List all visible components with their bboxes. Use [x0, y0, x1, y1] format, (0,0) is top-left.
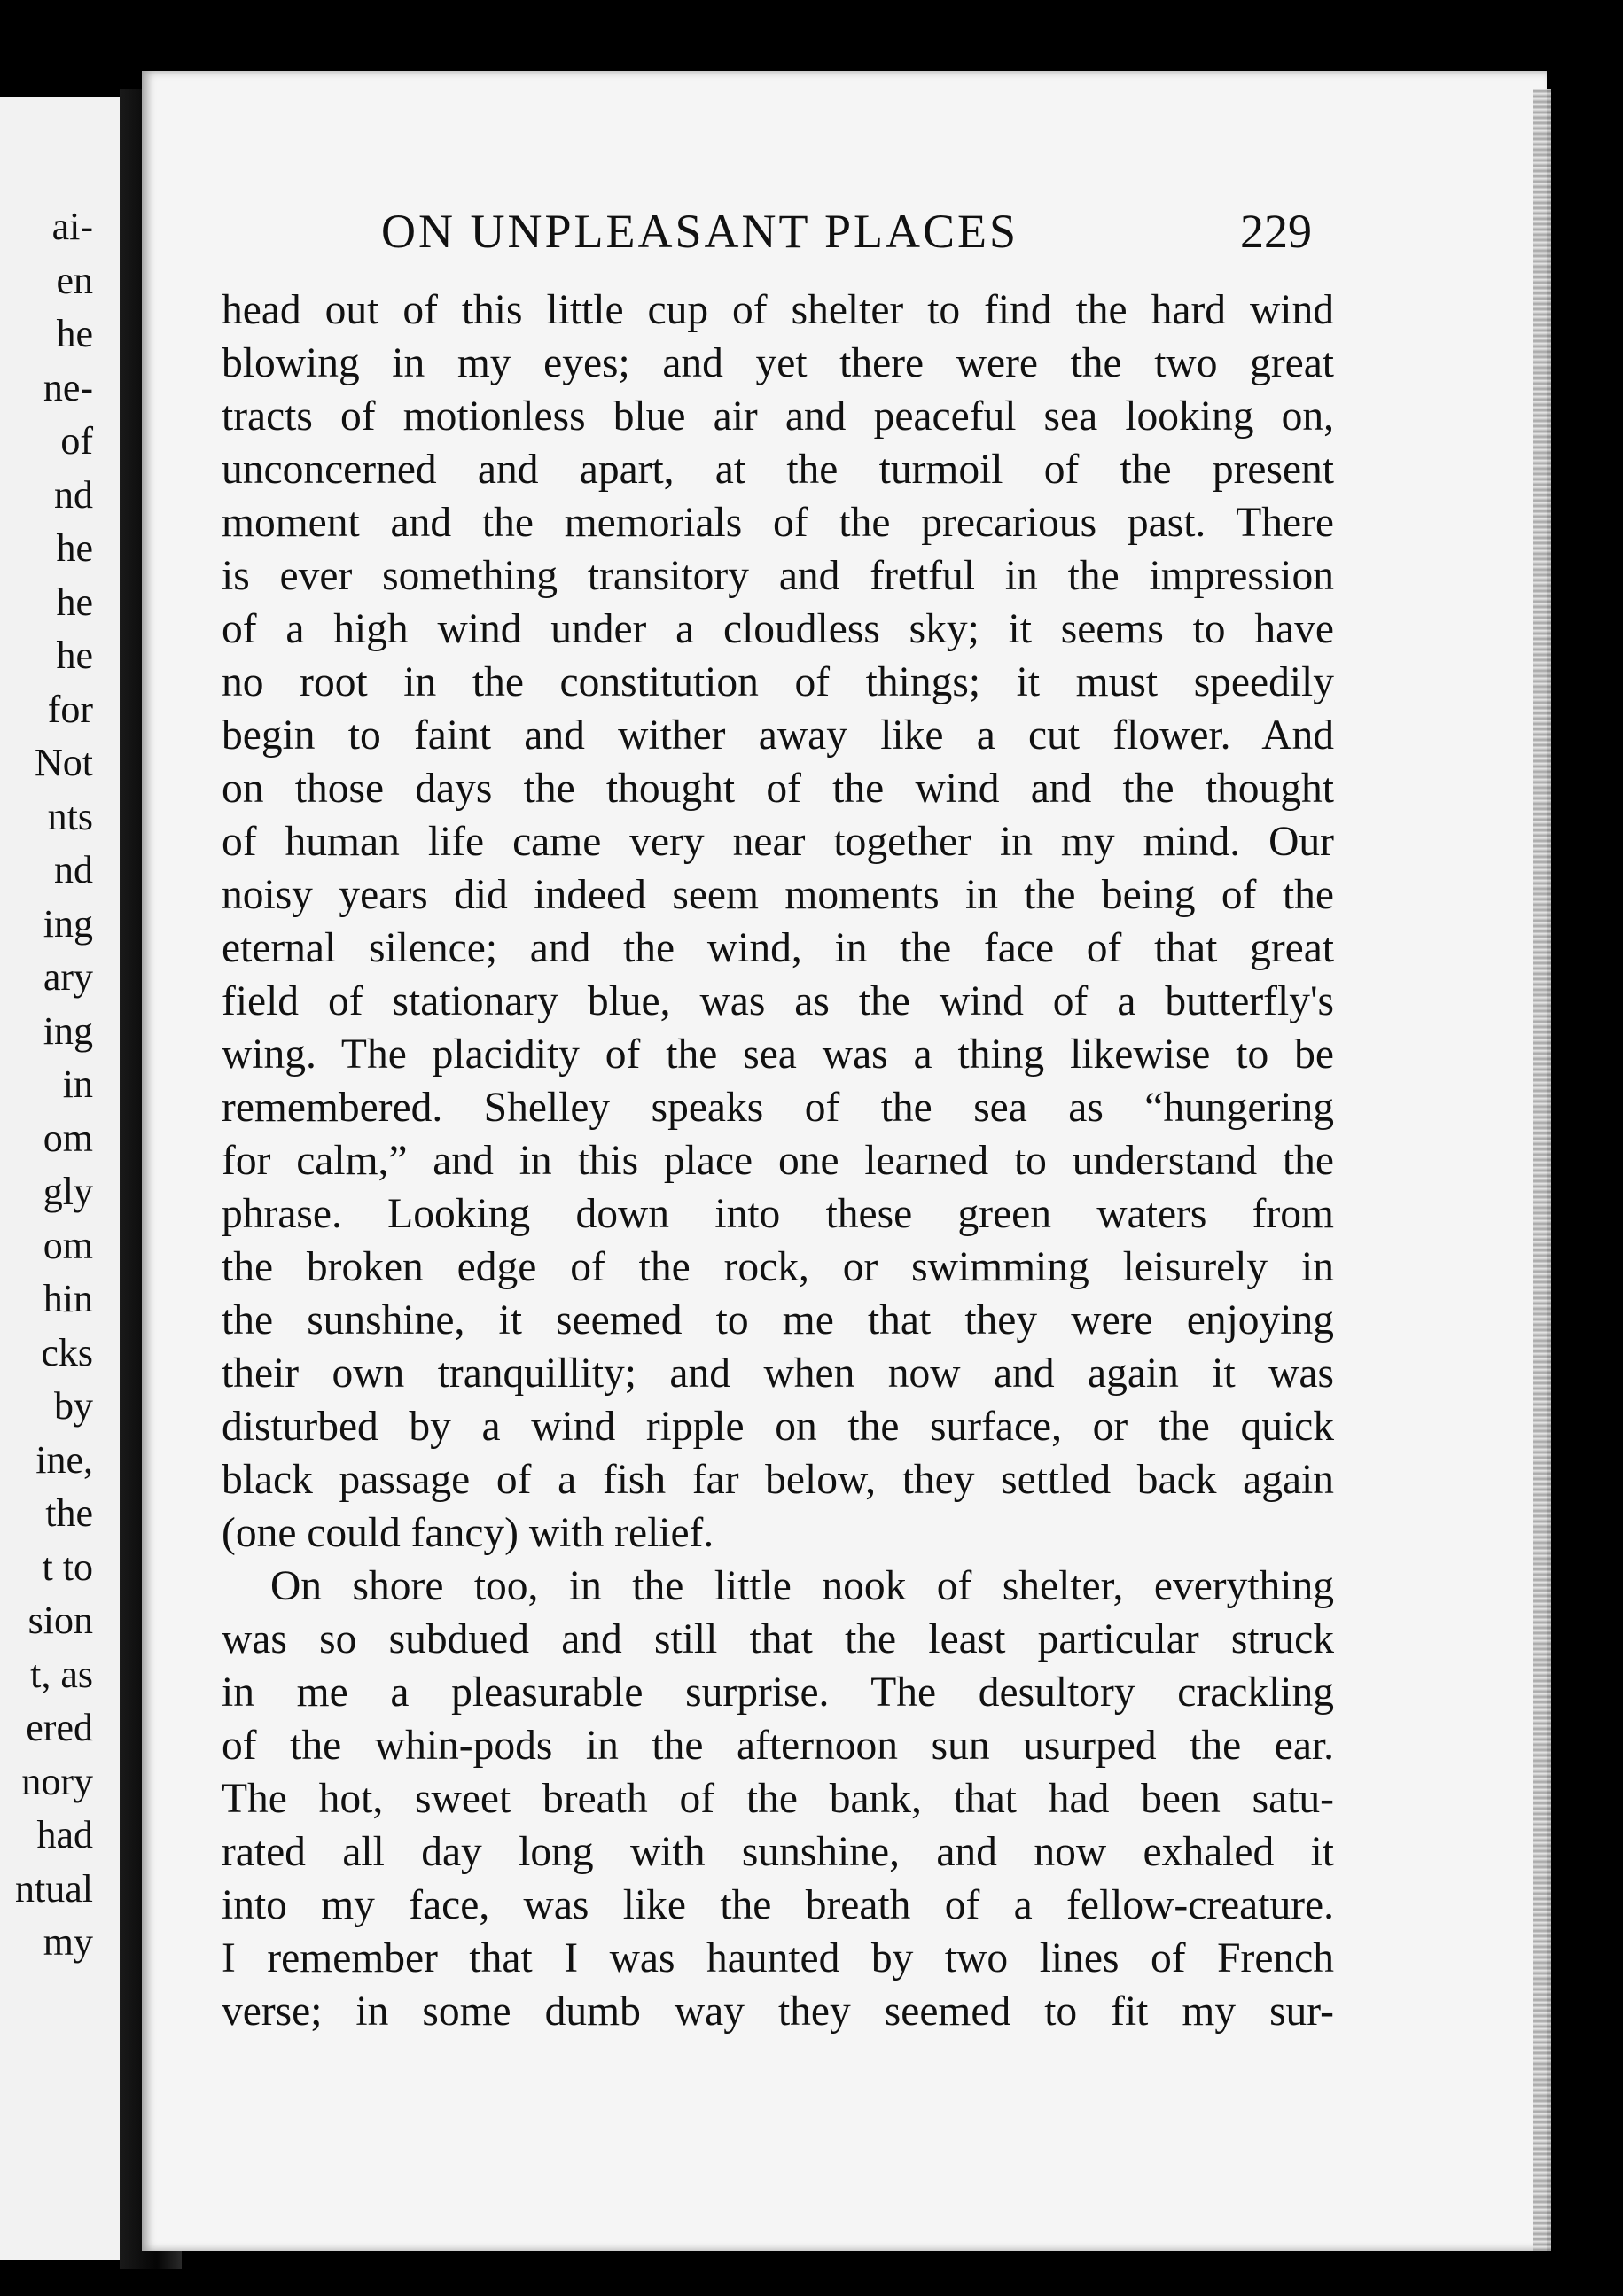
left-page-fragment: ary — [43, 955, 93, 999]
text-line: I remember that I was haunted by two lines of French — [222, 1935, 1334, 1981]
left-page-fragment: he — [56, 526, 93, 570]
text-line: On shore too, in the little nook of shelter, everything — [270, 1563, 1334, 1609]
text-line: begin to faint and wither away like a cut flower. And — [222, 712, 1334, 759]
left-page-fragment: ine, — [35, 1437, 93, 1482]
left-page-fragment: ai- — [51, 205, 93, 248]
left-page-fragment: nd — [54, 848, 93, 891]
text-line: remembered. Shelley speaks of the sea as “hungering — [222, 1085, 1334, 1131]
left-page-fragment: the — [45, 1491, 93, 1535]
text-line: field of stationary blue, was as the wind of a butterfly's — [222, 978, 1334, 1024]
left-page-fragment: he — [56, 634, 93, 677]
text-line: for calm,” and in this place one learned to understand the — [222, 1138, 1334, 1184]
left-page-fragment: ntual — [15, 1866, 93, 1911]
text-line: rated all day long with sunshine, and now exhaled it — [222, 1829, 1334, 1875]
text-line: phrase. Looking down into these green waters from — [222, 1191, 1334, 1237]
left-page-fragment: ne- — [43, 365, 93, 409]
text-line: in me a pleasurable surprise. The desultory crackling — [222, 1669, 1334, 1716]
left-page-fragment: my — [43, 1920, 93, 1964]
left-page-fragment: Not — [35, 741, 93, 784]
text-line: is ever something transitory and fretful in the impression — [222, 553, 1334, 599]
left-page-fragment: ing — [43, 901, 93, 946]
left-page-fragment: cks — [41, 1330, 93, 1374]
text-line: into my face, was like the breath of a fellow-creature. — [222, 1882, 1334, 1928]
left-page-fragment: om — [43, 1223, 93, 1267]
left-page-fragment: he — [56, 312, 93, 355]
text-line: the sunshine, it seemed to me that they were enjoying — [222, 1297, 1334, 1343]
text-line: blowing in my eyes; and yet there were the two great — [222, 340, 1334, 386]
text-line: their own tranquillity; and when now and again it was — [222, 1350, 1334, 1397]
text-line: unconcerned and apart, at the turmoil of the present — [222, 447, 1334, 493]
left-page-fragment: sion — [27, 1599, 93, 1642]
left-page-fragment: he — [56, 580, 93, 624]
text-line: tracts of motionless blue air and peaceful sea looking on, — [222, 393, 1334, 440]
page-edge — [1533, 89, 1551, 2251]
text-line: head out of this little cup of shelter to find the hard wind — [222, 287, 1334, 333]
text-line: of human life came very near together in my mind. Our — [222, 819, 1334, 865]
left-page-fragment: in — [62, 1062, 93, 1106]
left-page-fragment: gly — [43, 1170, 93, 1213]
left-page-fragment: t, as — [30, 1652, 93, 1696]
previous-page-fragment — [0, 97, 120, 2260]
text-line: noisy years did indeed seem moments in the being of the — [222, 872, 1334, 918]
text-line: was so subdued and still that the least particular struck — [222, 1616, 1334, 1662]
text-line: the broken edge of the rock, or swimming leisurely in — [222, 1244, 1334, 1290]
left-page-fragment: t to — [42, 1545, 93, 1589]
page-number: 229 — [1240, 205, 1312, 258]
left-page-fragment: by — [54, 1384, 93, 1428]
left-page-fragment: ing — [43, 1008, 93, 1053]
left-page-fragment: om — [43, 1116, 93, 1160]
running-header — [381, 204, 1312, 259]
left-page-fragment: nts — [47, 794, 93, 838]
left-page-fragment: had — [36, 1813, 93, 1856]
text-line: eternal silence; and the wind, in the face of that great — [222, 925, 1334, 971]
left-page-fragment: nory — [21, 1759, 93, 1803]
body-text — [222, 284, 1334, 2038]
text-line: disturbed by a wind ripple on the surface, or the quick — [222, 1404, 1334, 1450]
running-title: ON UNPLEASANT PLACES — [381, 205, 1019, 258]
text-line: moment and the memorials of the precarious past. There — [222, 500, 1334, 546]
text-line: verse; in some dumb way they seemed to fit my sur- — [222, 1989, 1334, 2035]
text-line: The hot, sweet breath of the bank, that had been satu- — [222, 1776, 1334, 1822]
left-page-fragment: en — [56, 258, 93, 302]
text-line: no root in the constitution of things; it must speedily — [222, 659, 1334, 705]
text-line: (one could fancy) with relief. — [222, 1510, 714, 1556]
text-line: black passage of a fish far below, they settled back again — [222, 1457, 1334, 1503]
left-page-fragment: nd — [54, 472, 93, 517]
text-line: wing. The placidity of the sea was a thing likewise to be — [222, 1031, 1334, 1078]
left-page-fragment: for — [47, 687, 93, 731]
left-page-fragment: ered — [26, 1706, 93, 1749]
left-page-fragment: of — [60, 419, 93, 463]
left-page-fragment: hin — [43, 1277, 93, 1320]
text-line: of a high wind under a cloudless sky; it seems to have — [222, 606, 1334, 652]
text-line: on those days the thought of the wind and the thought — [222, 766, 1334, 812]
text-line: of the whin-pods in the afternoon sun usurped the ear. — [222, 1723, 1334, 1769]
